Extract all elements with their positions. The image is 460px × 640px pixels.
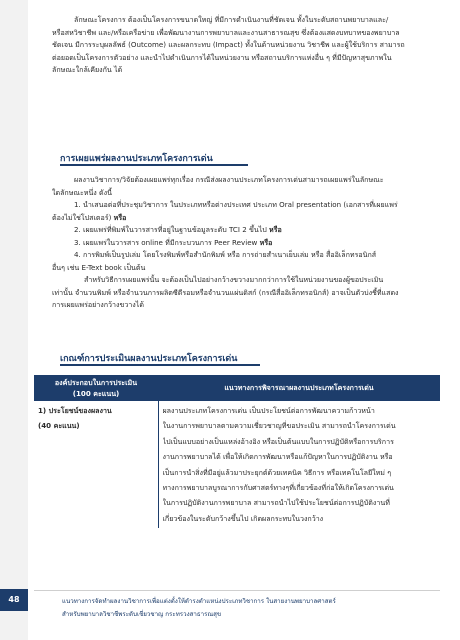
body-line: ผลงานวิชาการ/วิจัยต้องเผยแพร่ทุกเรื่อง กรณีส่งผลงานประเภทโครงการเด่นสามารถเผยแพร่ในลักษณะ — [74, 175, 384, 184]
guideline-line: ทางการพยาบาลบูรณาการกับศาสตร์ทางๆที่เกี่ยวข้องที่ก่อให้เกิดโครงการเด่น — [162, 483, 394, 493]
guideline-line: เป็นการนำสิ่งที่มีอยู่แล้วมาประยุกต์ด้วยเทคนิค วิธีการ หรือเทคโนโลยีใหม่ ๆ — [162, 467, 392, 477]
list-item-1-cont — [52, 212, 440, 225]
footer-title-line2: สำหรับพยาบาลวิชาชีพระดับเชี่ยวชาญ กระทรวงสาธารณสุข — [62, 611, 222, 618]
header-text: (100 คะแนน) — [72, 389, 120, 398]
heading-underline — [60, 364, 260, 366]
list-item-conjunction: หรือ — [269, 225, 282, 234]
footer-title-line1: แนวทางการจัดทำผลงานวิชาการเพื่อแต่งตั้งให้ดำรงตำแหน่งประเภทวิชาการ ในสายงานพยาบาลศาสตร์ — [62, 598, 336, 605]
list-item-text: 3. เผยแพร่ในวารสาร online ที่มีกระบวนการ Peer Review — [74, 237, 258, 247]
list-item-1 — [52, 199, 440, 212]
list-item-3 — [52, 237, 440, 250]
table-header-criterion — [34, 375, 158, 401]
intro-paragraph — [52, 14, 440, 77]
dissemination-body — [52, 174, 440, 312]
guideline-line: ในการปฏิบัติงานการพยาบาล สามารถนำไปใช้ประโยชน์ต่อการปฏิบัติงานที่ — [162, 498, 390, 508]
guideline-line: ในงานการพยาบาลตามความเชี่ยวชาญที่ขอประเมิน สามารถนำโครงการเด่น — [162, 421, 396, 431]
criteria-table — [34, 375, 440, 528]
body-line: ใดลักษณะหนึ่ง ดังนี้ — [52, 187, 112, 197]
heading-underline — [60, 164, 248, 166]
list-item-conjunction: หรือ — [113, 212, 127, 222]
closing-line: เท่านั้น จำนวนพิมพ์ หรือจำนวนการผลิตซีดีรอมหรือจำนวนแผ่นดิสก์ (กรณีสื่ออิเล็กทรอนิกส์) อาจเป็นตัวบ่งชี้ที่แสดง — [52, 287, 399, 297]
list-item-text: 1. นำเสนอต่อที่ประชุมวิชาการ ในประเภทหรือต่างประเทศ ประเภท Oral presentation (เอกสารที่เผยแพร่ — [74, 200, 398, 209]
left-margin-band — [0, 0, 28, 640]
guideline-line: ผลงานประเภทโครงการเด่น เป็นประโยชน์ต่อการพัฒนาความก้าวหน้า — [162, 406, 375, 415]
list-item-text: 4. การพิมพ์เป็นรูปเล่ม โดยโรงพิมพ์หรือสำนักพิมพ์ หรือ การถ่ายสำเนาเย็บเล่ม หรือ สื่ออิเล็กทรอนิกส์ — [74, 250, 377, 259]
section-heading-criteria: เกณฑ์การประเมินผลงานประเภทโครงการเด่น — [60, 354, 238, 364]
list-item-4-cont: อื่นๆ เช่น E-Text book เป็นต้น — [52, 262, 146, 272]
intro-line: หรือสหวิชาชีพ และ/หรือเครือข่าย เพื่อพัฒนางานการพยาบาลและงานสาธารณสุข ซึ่งต้องแสดงบทบาทของพยาบาล — [52, 27, 400, 37]
guideline-line: งานการพยาบาลได้ เพื่อให้เกิดการพัฒนาหรือแก้ปัญหาในการปฏิบัติงาน หรือ — [162, 452, 393, 462]
intro-line: ชัดเจน มีการระบุผลลัพธ์ (Outcome) และผลกระทบ (Impact) ทั้งในด้านหน่วยงาน วิชาชีพ และผู้ใช้บริการ สามารถ — [52, 40, 405, 49]
guideline-cell — [158, 401, 440, 528]
page-number: 48 — [0, 589, 28, 611]
criterion-cell — [34, 401, 158, 528]
closing-line: สำหรับวิธีการเผยแพร่นั้น จะต้องเป็นไปอย่างกว้างขวางมากกว่าการใช้ในหน่วยงานของผู้ขอประเมิน — [84, 275, 384, 284]
criterion-score: (40 คะแนน) — [38, 421, 80, 431]
intro-line: ต่อยอดเป็นโครงการตัวอย่าง และนำไปดำเนินการได้ในหน่วยงาน หรือสถานบริการแห่งอื่น ๆ ที่มีปัญหาสุขภาพใน — [52, 52, 392, 62]
table-header-row — [34, 375, 440, 401]
section-heading-dissemination: การเผยแพร่ผลงานประเภทโครงการเด่น — [60, 154, 213, 164]
table-header-guideline: แนวทางการพิจารณาผลงานประเภทโครงการเด่น — [158, 375, 440, 401]
footer-divider — [34, 590, 440, 591]
closing-line: การเผยแพร่อย่างกว้างขวางได้ — [52, 300, 144, 309]
table-row — [34, 401, 440, 528]
criterion-name: 1) ประโยชน์ของผลงาน — [38, 406, 112, 415]
guideline-line: เกี่ยวข้องในระดับกว้างขึ้นไป เกิดผลกระทบในวงกว้าง — [162, 513, 324, 523]
intro-line: ลักษณะใกล้เคียงกัน ได้ — [52, 65, 123, 74]
header-text: องค์ประกอบในการประเมิน — [54, 378, 138, 387]
guideline-line: ไปเป็นแบบอย่างเป็นแหล่งอ้างอิง หรือเป็นต้นแบบในการปฏิบัติหรือการบริการ — [162, 436, 394, 446]
list-item-text: 2. เผยแพร่ที่พิมพ์ในวารสารที่อยู่ในฐานข้อมูลระดับ TCI 2 ขึ้นไป — [74, 225, 267, 234]
list-item-4 — [52, 249, 440, 262]
list-item-conjunction: หรือ — [259, 237, 273, 247]
list-item-text: ต้องไม่ใช่โปสเตอร์) — [52, 212, 112, 222]
intro-line: ลักษณะโครงการ ต้องเป็นโครงการขนาดใหญ่ ที่มีการดำเนินงานที่ชัดเจน ทั้งในระดับสถานพยาบาลและ/ — [74, 15, 389, 24]
list-item-2 — [52, 224, 440, 237]
